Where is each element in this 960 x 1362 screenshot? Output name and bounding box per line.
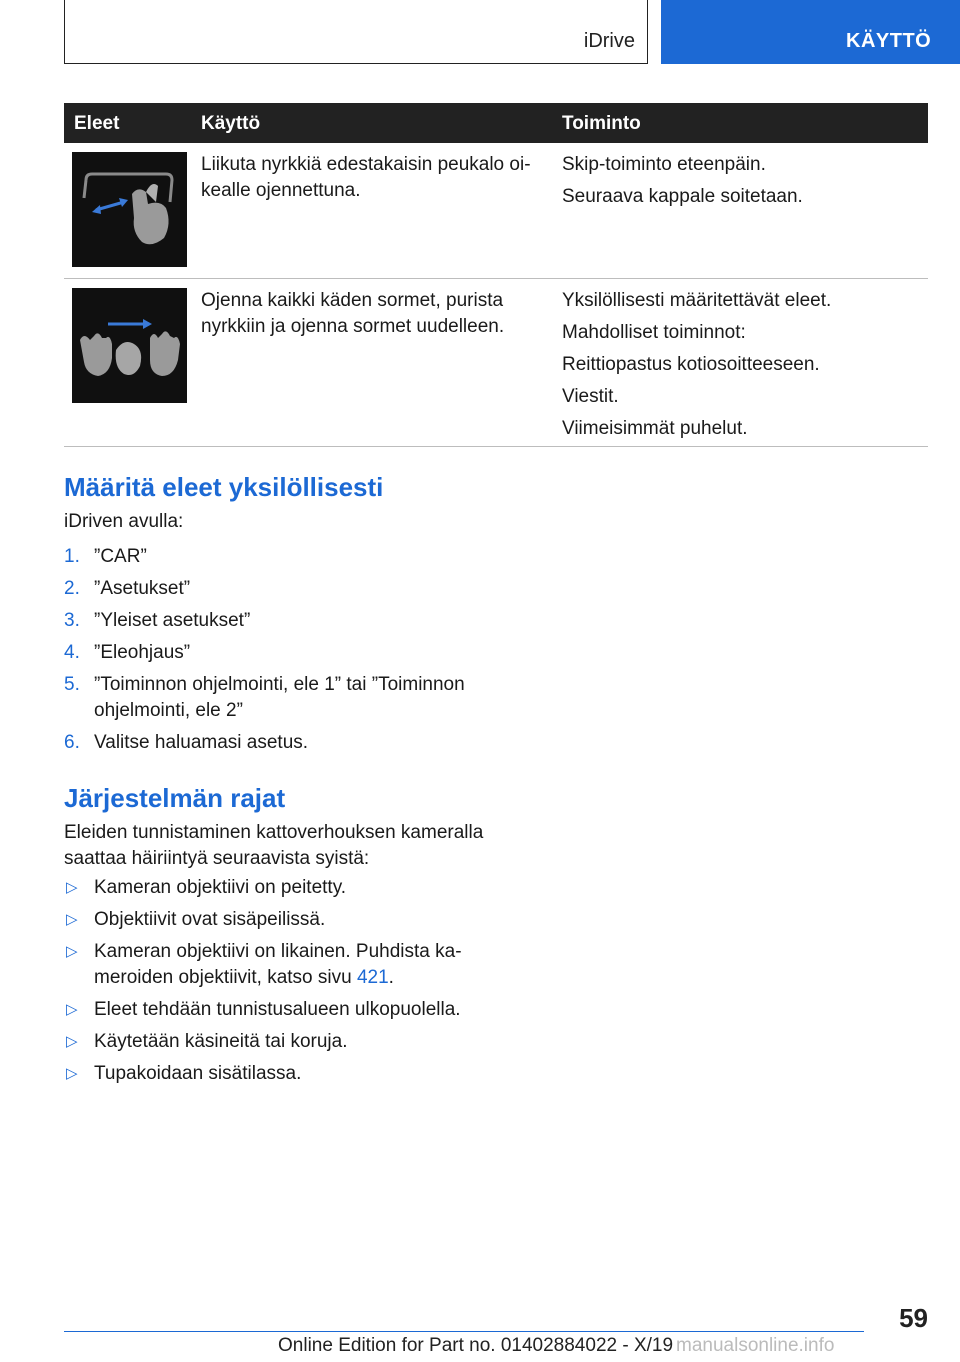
step-text: Valitse haluamasi asetus.: [94, 732, 309, 753]
section-title-define-gestures: Määritä eleet yksilöllisesti: [64, 472, 384, 502]
section-intro: iDriven avulla:: [64, 511, 184, 532]
function-line: Viimeisimmät puhelut.: [562, 418, 748, 439]
list-item: [64, 608, 484, 634]
gesture-open-fist-open-icon: [72, 288, 187, 403]
header-section-title: iDrive: [583, 30, 635, 52]
step-text: ”Toiminnon ohjelmointi, ele 1” tai ”Toiminnon ohjelmointi, ele 2”: [94, 674, 465, 721]
gesture-swipe-thumb-icon: [72, 152, 187, 267]
list-item: [64, 576, 484, 602]
column-header-function: Toiminto: [562, 113, 641, 134]
footer-edition: Online Edition for Part no. 01402884022 - X/19: [278, 1335, 674, 1356]
bullet-text: Kameran objektiivi on peitetty.: [94, 877, 347, 898]
triangle-bullet-icon: ▷: [66, 943, 78, 960]
bullet-text: Käytetään käsineitä tai koruja.: [94, 1031, 348, 1052]
step-text: ”CAR”: [94, 546, 147, 567]
function-line: Skip-toiminto eteenpäin.: [562, 154, 766, 175]
section-title-system-limits: Järjestelmän rajat: [64, 783, 286, 813]
function-line: Seuraava kappale soitetaan.: [562, 186, 803, 207]
page-reference-link[interactable]: 421: [356, 967, 389, 988]
function-line: Mahdolliset toiminnot:: [562, 322, 746, 343]
triangle-bullet-icon: ▷: [66, 911, 78, 928]
list-item: [64, 544, 484, 570]
step-number: 3.: [64, 610, 80, 631]
column-header-usage: Käyttö: [201, 113, 261, 134]
function-line: Reittiopastus kotiosoitteeseen.: [562, 354, 820, 375]
bullet-text: Kameran objektiivi on likainen. Puhdista kameroiden objektiivit, katso sivu: [94, 941, 462, 988]
list-item: [64, 907, 484, 933]
list-item: [64, 730, 484, 756]
header-frame: [64, 0, 648, 64]
step-number: 2.: [64, 578, 80, 599]
list-item: [64, 939, 484, 991]
triangle-bullet-icon: ▷: [66, 1033, 78, 1050]
column-header-gestures: Eleet: [74, 113, 120, 134]
step-number: 4.: [64, 642, 80, 663]
function-text: [562, 288, 922, 448]
list-item: [64, 875, 484, 901]
list-item: [64, 997, 484, 1023]
triangle-bullet-icon: ▷: [66, 1001, 78, 1018]
page-number: 59: [899, 1303, 928, 1333]
bullet-text-tail: .: [388, 967, 394, 988]
table-header: [64, 103, 928, 143]
list-item: [64, 672, 484, 724]
step-number: 1.: [64, 546, 80, 567]
footer-divider: [64, 1331, 864, 1332]
bullet-text: Objektiivit ovat sisäpeilissä.: [94, 909, 326, 930]
table-row: [64, 143, 928, 279]
step-text: ”Eleohjaus”: [94, 642, 191, 663]
bullet-text: Eleet tehdään tunnistusalueen ulkopuolella.: [94, 999, 461, 1020]
list-item: [64, 1029, 484, 1055]
bullet-text: Tupakoidaan sisätilassa.: [94, 1063, 302, 1084]
steps-list: [64, 544, 484, 762]
step-number: 5.: [64, 674, 80, 695]
table-row: [64, 279, 928, 447]
triangle-bullet-icon: ▷: [66, 879, 78, 896]
usage-text: Liikuta nyrkkiä edestakaisin peukalo oikealle ojennettuna.: [201, 154, 531, 201]
step-text: ”Yleiset asetukset”: [94, 610, 251, 631]
function-line: Viestit.: [562, 386, 619, 407]
step-text: ”Asetukset”: [94, 578, 191, 599]
gesture-table: [64, 103, 928, 447]
function-text: [562, 152, 922, 216]
triangle-bullet-icon: ▷: [66, 1065, 78, 1082]
watermark: manualsonline.info: [676, 1335, 835, 1356]
usage-text: Ojenna kaikki käden sormet, purista nyrkkiin ja ojenna sormet uudelleen.: [201, 290, 505, 337]
function-line: Yksilöllisesti määritettävät eleet.: [562, 290, 832, 311]
list-item: [64, 640, 484, 666]
list-item: [64, 1061, 484, 1087]
section-intro: Eleiden tunnistaminen kattoverhouksen kameralla saattaa häiriintyä seuraavista syistä:: [64, 822, 484, 869]
limits-list: [64, 875, 484, 1093]
chapter-tab[interactable]: KÄYTTÖ: [661, 0, 960, 64]
step-number: 6.: [64, 732, 80, 753]
